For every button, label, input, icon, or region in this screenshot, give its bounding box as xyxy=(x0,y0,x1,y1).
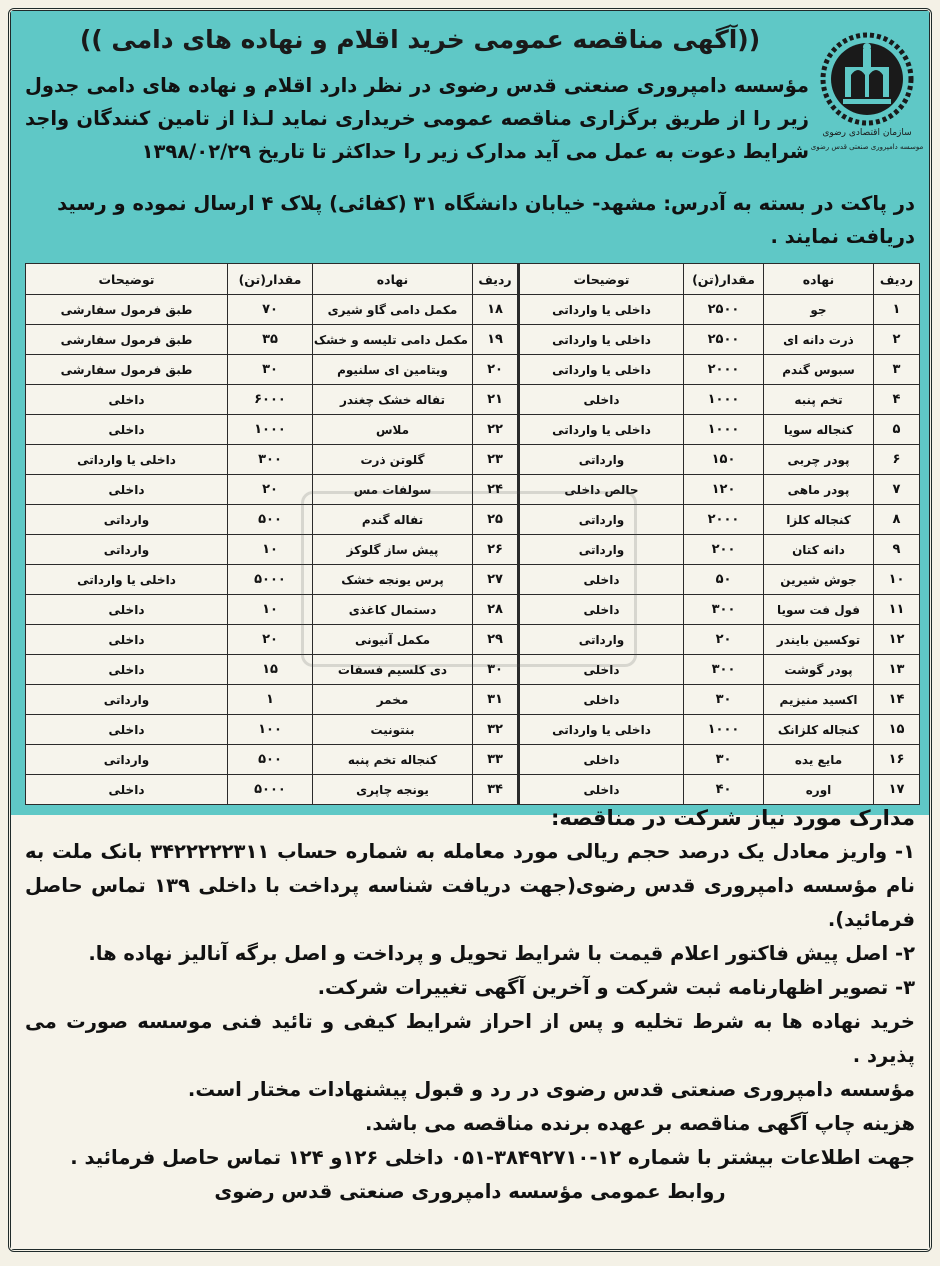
table-cell: ۳۰ xyxy=(684,745,764,775)
table-cell: ۴ xyxy=(874,385,920,415)
table-cell: ۱۰ xyxy=(874,565,920,595)
table-cell: ۲۰ xyxy=(473,355,519,385)
table-cell: ۱ xyxy=(228,685,313,715)
table-row xyxy=(26,445,920,475)
table-row xyxy=(26,595,920,625)
table-header-row xyxy=(26,264,920,295)
table-cell: تفاله خشک چغندر xyxy=(313,385,473,415)
shrine-logo-icon xyxy=(810,27,924,177)
table-cell: ۱۵ xyxy=(228,655,313,685)
table-cell: ۲۵۰۰ xyxy=(684,325,764,355)
table-cell: طبق فرمول سفارشی xyxy=(26,355,228,385)
table-cell: ۳۵ xyxy=(228,325,313,355)
table-cell: مکمل آنیونی xyxy=(313,625,473,655)
table-cell: ۹ xyxy=(874,535,920,565)
table-cell: ۱۰ xyxy=(228,595,313,625)
table-cell: ۲۲ xyxy=(473,415,519,445)
col-header: ردیف xyxy=(874,264,920,295)
table-cell: ۱۱ xyxy=(874,595,920,625)
table-cell: پودر ماهی xyxy=(764,475,874,505)
table-cell: ۴۰ xyxy=(684,775,764,805)
table-cell: ۵۰۰۰ xyxy=(228,565,313,595)
table-cell: ۳۳ xyxy=(473,745,519,775)
requirement-item: ۱- واریز معادل یک درصد حجم ریالی مورد معامله به شماره حساب ۳۴۲۲۲۲۲۳۱۱ بانک ملت به نام مؤسسه دامپروری قدس رضوی(جهت دریافت شناسه پرداخت با داخلی ۱۳۹ تماس حاصل فرمائید). xyxy=(25,840,915,931)
table-cell: ۱۵۰ xyxy=(684,445,764,475)
table-cell: داخلی xyxy=(26,715,228,745)
table-cell: داخلی xyxy=(519,565,684,595)
table-cell: ۷ xyxy=(874,475,920,505)
table-cell: ۸ xyxy=(874,505,920,535)
table-cell: کنجاله کلزانک xyxy=(764,715,874,745)
table-cell: یونجه چاپری xyxy=(313,775,473,805)
table-cell: وارداتی xyxy=(26,745,228,775)
table-cell: ۳۰۰ xyxy=(684,655,764,685)
table-cell: بنتونیت xyxy=(313,715,473,745)
table-cell: ۵ xyxy=(874,415,920,445)
table-cell: ۱۲ xyxy=(874,625,920,655)
table-cell: داخلی یا وارداتی xyxy=(519,415,684,445)
table-cell: اوره xyxy=(764,775,874,805)
table-cell: کنجاله تخم پنبه xyxy=(313,745,473,775)
table-cell: داخلی یا وارداتی xyxy=(519,355,684,385)
table-cell: ۱۷ xyxy=(874,775,920,805)
table-cell: ۱۹ xyxy=(473,325,519,355)
table-cell: جوش شیرین xyxy=(764,565,874,595)
table-cell: پرس یونجه خشک xyxy=(313,565,473,595)
table-row xyxy=(26,775,920,805)
table-cell: ۳۱ xyxy=(473,685,519,715)
requirement-item: جهت اطلاعات بیشتر با شماره ۱۲-۳۸۴۹۲۷۱۰-۰۵۱ داخلی ۱۲۶و ۱۲۴ تماس حاصل فرمائید . xyxy=(70,1146,915,1169)
table-cell: ۳۰ xyxy=(473,655,519,685)
table-cell: ۱۵ xyxy=(874,715,920,745)
col-header: ردیف xyxy=(473,264,519,295)
table-cell: ۵۰۰۰ xyxy=(228,775,313,805)
table-cell: داخلی یا وارداتی xyxy=(26,445,228,475)
table-cell: ۱۴ xyxy=(874,685,920,715)
table-cell: داخلی xyxy=(519,745,684,775)
table-cell: ۱۰۰ xyxy=(228,715,313,745)
table-row xyxy=(26,715,920,745)
table-cell: داخلی xyxy=(519,385,684,415)
table-row xyxy=(26,415,920,445)
table-row xyxy=(26,355,920,385)
table-cell: ۲۶ xyxy=(473,535,519,565)
table-cell: ۳۰۰ xyxy=(684,595,764,625)
table-row xyxy=(26,325,920,355)
table-cell: ۱۲۰ xyxy=(684,475,764,505)
table-cell: مکمل دامی تلیسه و خشک xyxy=(313,325,473,355)
col-header: نهاده xyxy=(764,264,874,295)
table-cell: ۲۸ xyxy=(473,595,519,625)
table-cell: فول فت سویا xyxy=(764,595,874,625)
table-cell: جو xyxy=(764,295,874,325)
col-header: مقدار(تن) xyxy=(684,264,764,295)
table-cell: طبق فرمول سفارشی xyxy=(26,325,228,355)
col-header: مقدار(تن) xyxy=(228,264,313,295)
ad-frame xyxy=(8,8,932,1252)
table-cell: سولفات مس xyxy=(313,475,473,505)
items-table xyxy=(25,263,920,805)
table-cell: داخلی xyxy=(26,595,228,625)
table-cell: وارداتی xyxy=(26,505,228,535)
table-cell: ۱۳ xyxy=(874,655,920,685)
table-row xyxy=(26,565,920,595)
table-cell: وارداتی xyxy=(519,445,684,475)
table-cell: ۲۰۰۰ xyxy=(684,355,764,385)
requirement-item: هزینه چاپ آگهی مناقصه بر عهده برنده مناقصه می باشد. xyxy=(364,1112,915,1135)
table-cell: وارداتی xyxy=(26,535,228,565)
table-cell: ملاس xyxy=(313,415,473,445)
institution-logo xyxy=(810,27,924,177)
col-header: توضیحات xyxy=(26,264,228,295)
intro-text: مؤسسه دامپروری صنعتی قدس رضوی در نظر دارد اقلام و نهاده های دامی جدول زیر را از طریق برگزاری مناقصه عمومی خریداری نماید لـذا از تامین کنندگان واجد شرایط دعوت به عمل می آید مدارک زیر را حداکثر تا تاریخ ۱۳۹۸/۰۲/۲۹ xyxy=(25,74,809,163)
table-cell: وارداتی xyxy=(519,535,684,565)
table-cell: ۲۷ xyxy=(473,565,519,595)
table-cell: کنجاله سویا xyxy=(764,415,874,445)
table-cell: داخلی یا وارداتی xyxy=(519,295,684,325)
table-row xyxy=(26,505,920,535)
col-header: توضیحات xyxy=(519,264,684,295)
table-cell: مکمل دامی گاو شیری xyxy=(313,295,473,325)
table-cell: ۲۱ xyxy=(473,385,519,415)
table-cell: داخلی xyxy=(519,685,684,715)
table-cell: پیش ساز گلوکز xyxy=(313,535,473,565)
table-cell: دی کلسیم فسفات xyxy=(313,655,473,685)
table-cell: ۵۰ xyxy=(684,565,764,595)
table-cell: ۱۰۰۰ xyxy=(228,415,313,445)
table-cell: ۲۰ xyxy=(684,625,764,655)
signature: روابط عمومی مؤسسه دامپروری صنعتی قدس رضوی xyxy=(214,1180,726,1203)
table-cell: ۶ xyxy=(874,445,920,475)
table-cell: ۱۶ xyxy=(874,745,920,775)
table-cell: داخلی xyxy=(519,775,684,805)
table-cell: ۳۴ xyxy=(473,775,519,805)
logo-line2: موسسه دامپروری صنعتی قدس رضوی xyxy=(810,143,924,151)
table-row xyxy=(26,685,920,715)
table-cell: داخلی یا وارداتی xyxy=(519,325,684,355)
table-cell: ۵۰۰ xyxy=(228,505,313,535)
table-cell: پودر چربی xyxy=(764,445,874,475)
table-cell: ذرت دانه ای xyxy=(764,325,874,355)
table-cell: ۱۰ xyxy=(228,535,313,565)
table-cell: ۷۰ xyxy=(228,295,313,325)
table-cell: داخلی یا وارداتی xyxy=(26,565,228,595)
table-row xyxy=(26,535,920,565)
table-cell: ۲۰ xyxy=(228,625,313,655)
table-body xyxy=(26,295,920,805)
table-cell: داخلی xyxy=(26,655,228,685)
table-cell: ۶۰۰۰ xyxy=(228,385,313,415)
requirement-item: ۲- اصل پیش فاکتور اعلام قیمت با شرایط تحویل و پرداخت و اصل برگه آنالیز نهاده ها. xyxy=(88,942,915,965)
table-row xyxy=(26,385,920,415)
table-cell: طبق فرمول سفارشی xyxy=(26,295,228,325)
table-cell: داخلی xyxy=(26,625,228,655)
table-cell: ۲۵ xyxy=(473,505,519,535)
table-cell: ۲۳ xyxy=(473,445,519,475)
requirement-item: مؤسسه دامپروری صنعتی قدس رضوی در رد و قبول پیشنهادات مختار است. xyxy=(187,1078,915,1101)
table-cell: ۵۰۰ xyxy=(228,745,313,775)
logo-line1: سازمان اقتصادی رضوی xyxy=(822,128,912,138)
table-row xyxy=(26,295,920,325)
table-cell: ۲۰۰۰ xyxy=(684,505,764,535)
table-cell: ۲۰۰ xyxy=(684,535,764,565)
ad-title: ((آگهی مناقصه عمومی خرید اقلام و نهاده های دامی )) xyxy=(79,25,761,54)
table-cell: وارداتی xyxy=(519,505,684,535)
table-cell: ۲۴ xyxy=(473,475,519,505)
table-cell: گلوتن ذرت xyxy=(313,445,473,475)
table-cell: داخلی xyxy=(26,475,228,505)
table-cell: سبوس گندم xyxy=(764,355,874,385)
requirements-section xyxy=(25,801,915,1209)
table-row xyxy=(26,655,920,685)
table-cell: ۱۰۰۰ xyxy=(684,715,764,745)
table-cell: تخم پنبه xyxy=(764,385,874,415)
intro-text-end: در پاکت در بسته به آدرس: مشهد- خیابان دانشگاه ۳۱ (کفائی) پلاک ۴ ارسال نموده و رسید دریافت نمایند . xyxy=(57,192,915,248)
table-cell: ۲۹ xyxy=(473,625,519,655)
col-header: نهاده xyxy=(313,264,473,295)
table-cell: ۲۵۰۰ xyxy=(684,295,764,325)
table-cell: ۱۰۰۰ xyxy=(684,415,764,445)
table-cell: ۳۲ xyxy=(473,715,519,745)
table-cell: اکسید منیزیم xyxy=(764,685,874,715)
requirement-item: خرید نهاده ها به شرط تخلیه و پس از احراز شرایط کیفی و تائید فنی موسسه صورت می پذیرد . xyxy=(25,1010,915,1067)
table-row xyxy=(26,745,920,775)
table-cell: دستمال کاغذی xyxy=(313,595,473,625)
table-cell: کنجاله کلزا xyxy=(764,505,874,535)
table-cell: ۱ xyxy=(874,295,920,325)
table-cell: ویتامین ای سلنیوم xyxy=(313,355,473,385)
requirement-item: ۳- تصویر اظهارنامه ثبت شرکت و آخرین آگهی تغییرات شرکت. xyxy=(317,976,915,999)
table-cell: داخلی xyxy=(519,595,684,625)
table-cell: پودر گوشت xyxy=(764,655,874,685)
table-cell: مخمر xyxy=(313,685,473,715)
table-cell: داخلی یا وارداتی xyxy=(519,715,684,745)
table-cell: وارداتی xyxy=(26,685,228,715)
table-cell: دانه کتان xyxy=(764,535,874,565)
table-cell: ۱۰۰۰ xyxy=(684,385,764,415)
table-cell: ۳ xyxy=(874,355,920,385)
table-cell: داخلی xyxy=(26,775,228,805)
table-row xyxy=(26,475,920,505)
table-cell: توکسین بایندر xyxy=(764,625,874,655)
table-cell: ۲۰ xyxy=(228,475,313,505)
table-cell: وارداتی xyxy=(519,625,684,655)
requirements-heading: مدارک مورد نیاز شرکت در مناقصه: xyxy=(550,806,915,830)
table-cell: تفاله گندم xyxy=(313,505,473,535)
table-row xyxy=(26,625,920,655)
table-cell: ۳۰ xyxy=(684,685,764,715)
table-cell: ۱۸ xyxy=(473,295,519,325)
table-cell: داخلی xyxy=(519,655,684,685)
table-cell: حالص داخلی xyxy=(519,475,684,505)
table-cell: ۳۰۰ xyxy=(228,445,313,475)
table-cell: ۳۰ xyxy=(228,355,313,385)
table-cell: داخلی xyxy=(26,385,228,415)
table-cell: مایع یده xyxy=(764,745,874,775)
table-cell: ۲ xyxy=(874,325,920,355)
table-cell: داخلی xyxy=(26,415,228,445)
